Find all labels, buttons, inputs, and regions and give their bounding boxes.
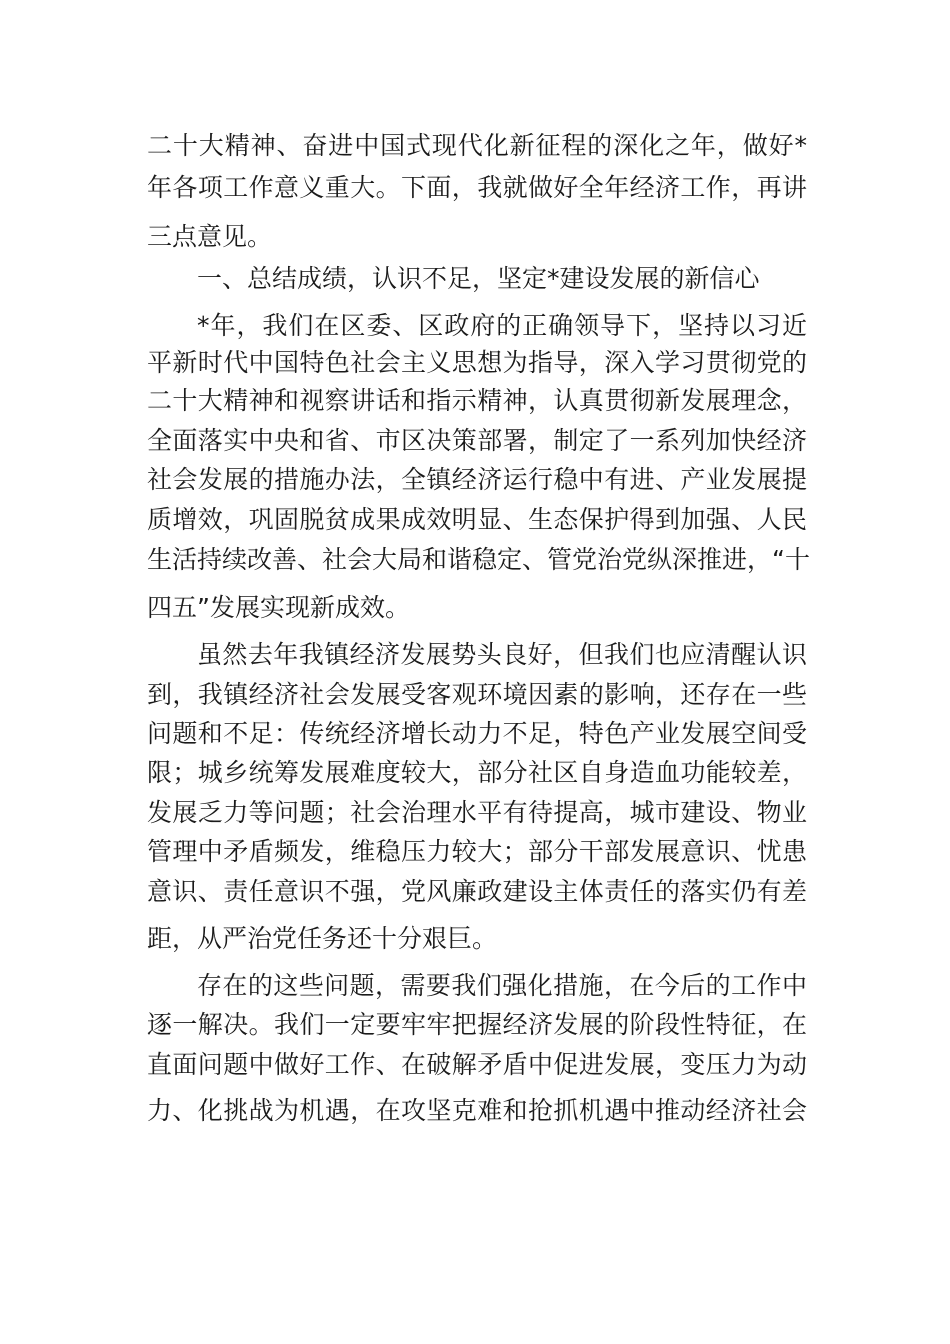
paragraph-line: 三点意见。: [147, 222, 273, 251]
paragraph-line: 全面落实中央和省、市区决策部署，制定了一系列加快经济: [147, 426, 807, 455]
paragraph-line: 管理中矛盾频发，维稳压力较大；部分干部发展意识、忧患: [147, 837, 807, 866]
paragraph-line: 意识、责任意识不强，党风廉政建设主体责任的落实仍有差: [147, 877, 807, 906]
paragraph-line: 直面问题中做好工作、在破解矛盾中促进发展，变压力为动: [147, 1050, 807, 1079]
paragraph-line: 社会发展的措施办法，全镇经济运行稳中有进、产业发展提: [147, 465, 807, 494]
paragraph-line: 限；城乡统筹发展难度较大，部分社区自身造血功能较差，: [147, 758, 807, 787]
paragraph-line: 发展乏力等问题；社会治理水平有待提高，城市建设、物业: [147, 798, 807, 827]
paragraph-line: 年各项工作意义重大。下面，我就做好全年经济工作，再讲: [147, 173, 807, 202]
paragraph-line: 生活持续改善、社会大局和谐稳定、管党治党纵深推进，“十: [147, 545, 810, 574]
paragraph-line: 四五”发展实现新成效。: [147, 593, 410, 622]
paragraph-line: 力、化挑战为机遇，在攻坚克难和抢抓机遇中推动经济社会: [147, 1096, 807, 1125]
paragraph-line: 平新时代中国特色社会主义思想为指导，深入学习贯彻党的: [147, 348, 807, 377]
paragraph-line: 存在的这些问题，需要我们强化措施，在今后的工作中: [197, 971, 807, 1000]
paragraph-line: 逐一解决。我们一定要牢牢把握经济发展的阶段性特征，在: [147, 1010, 807, 1039]
paragraph-line: 距，从严治党任务还十分艰巨。: [147, 924, 498, 953]
paragraph-line: 质增效，巩固脱贫成果成效明显、生态保护得到加强、人民: [147, 505, 807, 534]
paragraph-line: 问题和不足：传统经济增长动力不足，特色产业发展空间受: [147, 719, 807, 748]
paragraph-line: 虽然去年我镇经济发展势头良好，但我们也应清醒认识: [197, 640, 807, 669]
paragraph-line: 二十大精神、奋进中国式现代化新征程的深化之年，做好*: [147, 131, 807, 160]
paragraph-line: *年，我们在区委、区政府的正确领导下，坚持以习近: [197, 311, 807, 340]
paragraph-line: 到，我镇经济社会发展受客观环境因素的影响，还存在一些: [147, 680, 807, 709]
section-heading: 一、总结成绩，认识不足，坚定*建设发展的新信心: [197, 264, 760, 293]
paragraph-line: 二十大精神和视察讲话和指示精神，认真贯彻新发展理念，: [147, 386, 807, 415]
